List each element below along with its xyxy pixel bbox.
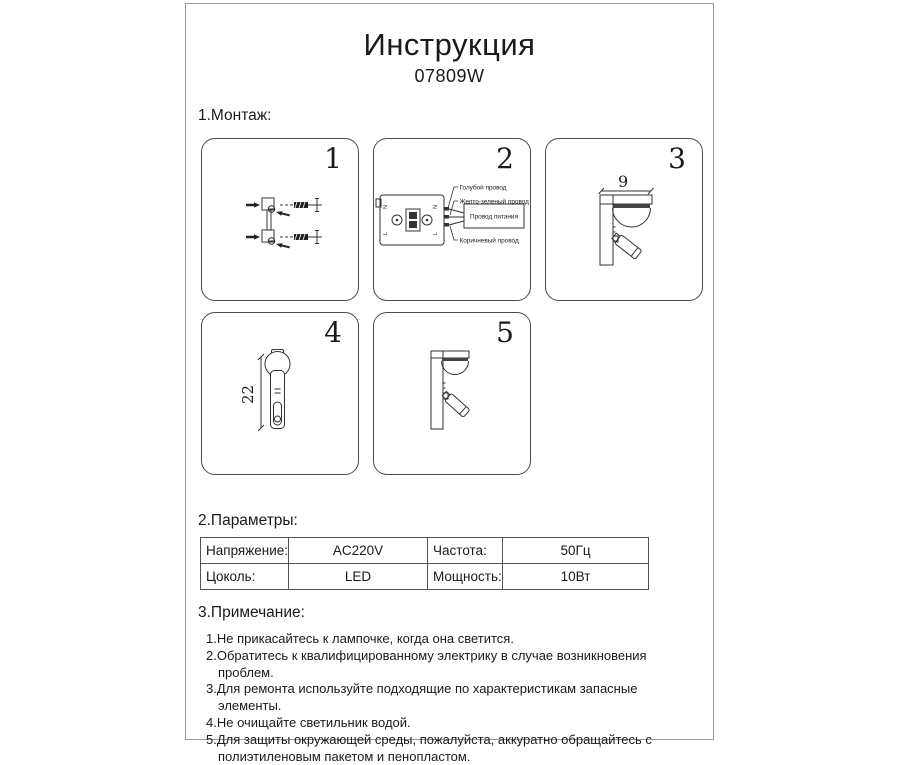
section-heading-montage: 1.Монтаж: xyxy=(198,107,272,124)
table-row xyxy=(201,564,649,590)
param-label-frequency: Частота: xyxy=(428,538,503,564)
figure-box-1 xyxy=(201,138,359,301)
section-heading-notes: 3.Примечание: xyxy=(198,604,305,621)
terminal-marking-n-right: N xyxy=(433,205,439,209)
notes-list xyxy=(206,631,692,765)
terminal-marking-l-right: L xyxy=(433,231,439,235)
section-heading-parameters: 2.Параметры: xyxy=(198,512,298,529)
wire-label-yellow-green: Желто-зеленый провод xyxy=(459,198,529,206)
model-number: 07809W xyxy=(414,66,485,86)
param-label-socket: Цоколь: xyxy=(201,564,289,590)
note-item: 5.Для защиты окружающей среды, пожалуйста, аккуратно обращайтесь с полиэтиленовым пакетом и пенопластом. xyxy=(206,731,652,764)
note-item: 2.Обратитесь к квалифицированному электрику в случае возникновения проблем. xyxy=(206,647,647,680)
parameters-table xyxy=(200,537,649,590)
note-item: 1.Не прикасайтесь к лампочке, когда она светится. xyxy=(206,631,514,646)
wire-label-blue: Голубой провод xyxy=(459,184,507,192)
param-value-power: 10Вт xyxy=(503,564,649,590)
terminal-marking-l-left: L xyxy=(383,231,389,235)
table-row xyxy=(201,538,649,564)
figure-number: 3 xyxy=(668,142,686,175)
figure-number: 5 xyxy=(496,316,514,349)
param-label-power: Мощность: xyxy=(428,564,503,590)
param-value-socket: LED xyxy=(289,564,428,590)
param-label-voltage: Напряжение: xyxy=(201,538,289,564)
figure-box-2 xyxy=(373,138,531,301)
note-item: 3.Для ремонта используйте подходящие по характеристикам запасные элементы. xyxy=(206,681,638,714)
figure-box-3 xyxy=(545,138,703,301)
figure-number: 4 xyxy=(324,316,342,349)
figure-box-4 xyxy=(201,312,359,475)
wire-label-power: Провод питания xyxy=(470,213,518,221)
figure-box-5 xyxy=(373,312,531,475)
note-item: 4.Не очищайте светильник водой. xyxy=(206,714,411,730)
wire-label-brown: Коричневый провод xyxy=(459,237,519,245)
dimension-9: 9 xyxy=(618,172,629,191)
dimension-22: 22 xyxy=(239,384,257,404)
terminal-marking-n-left: N xyxy=(383,205,389,209)
figure-number: 2 xyxy=(496,142,514,175)
figure-number: 1 xyxy=(324,142,342,175)
page-title: Инструкция xyxy=(363,27,536,62)
param-value-voltage: AC220V xyxy=(289,538,428,564)
instruction-sheet xyxy=(185,3,714,764)
param-value-frequency: 50Гц xyxy=(503,538,649,564)
